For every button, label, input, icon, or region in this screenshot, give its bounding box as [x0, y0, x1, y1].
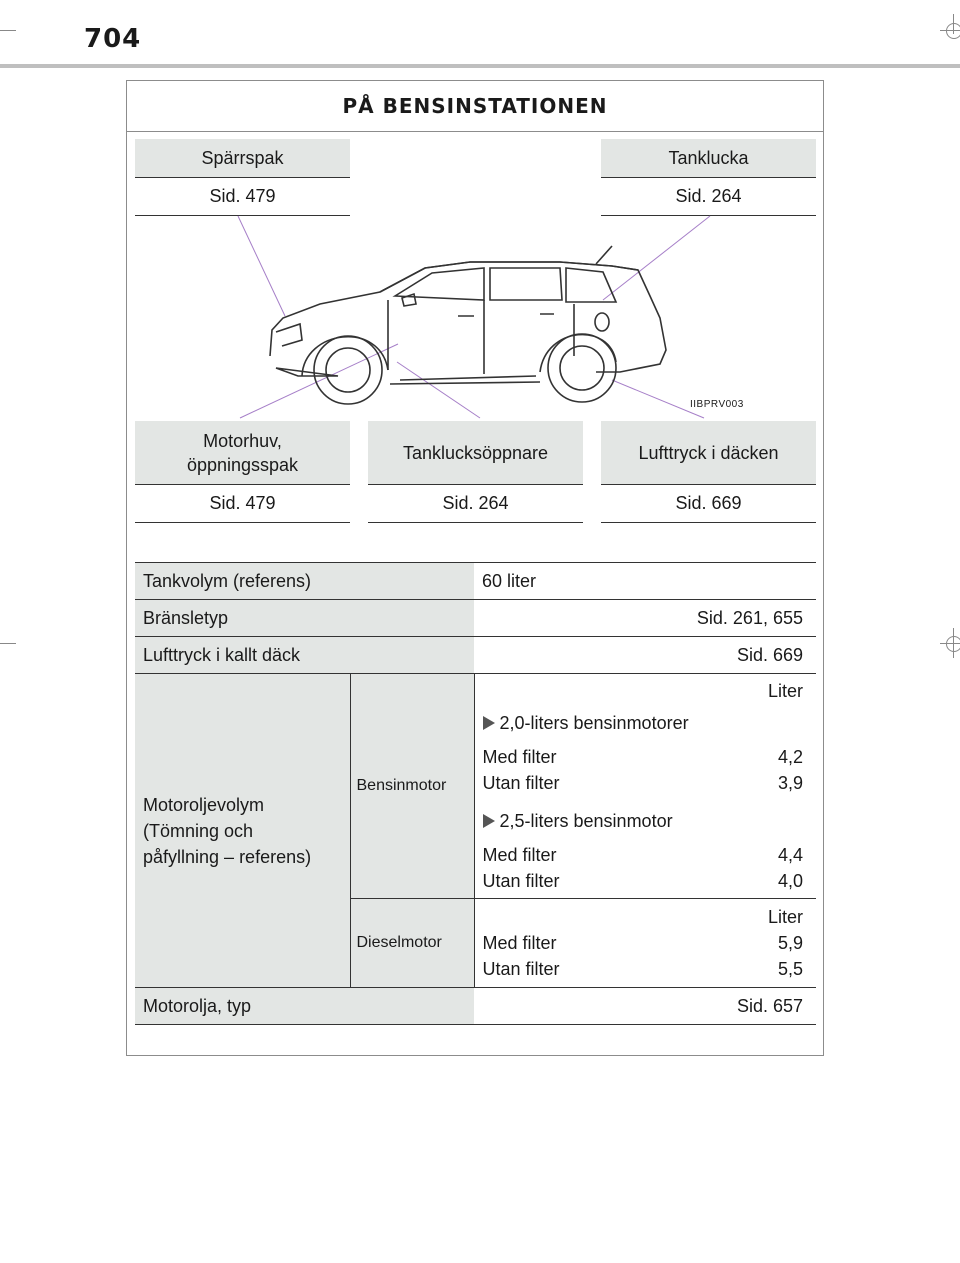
- oil-type-label: Motorolja, typ: [135, 988, 474, 1025]
- tire-label: Lufttryck i kallt däck: [135, 637, 474, 674]
- oil-volume-label-line3: påfyllning – referens): [143, 846, 312, 867]
- oil-line: [483, 930, 804, 956]
- with-filter-label: Med filter: [482, 747, 557, 767]
- label-tire-pressure: Lufttryck i däcken: [601, 421, 816, 485]
- variant-heading: [483, 710, 804, 736]
- diesel-oil-values: [474, 899, 816, 988]
- table-row: [135, 563, 816, 600]
- with-filter-value: 4,4: [777, 845, 803, 865]
- without-filter-value: 4,0: [777, 871, 803, 891]
- ref-hood-lever: Sid. 479: [135, 484, 350, 523]
- with-filter-value: 4,2: [777, 747, 803, 767]
- fuel-value: Sid. 261, 655: [474, 600, 816, 637]
- tire-value: Sid. 669: [474, 637, 816, 674]
- oil-line: [483, 770, 804, 796]
- variant-heading-text: 2,5-liters bensinmotor: [499, 811, 673, 831]
- ref-fuel-door-opener: Sid. 264: [368, 484, 583, 523]
- diesel-unit: Liter: [767, 907, 803, 927]
- figure-code: IIBPRV003: [690, 399, 744, 410]
- oil-line: [483, 744, 804, 770]
- oil-line: [483, 956, 804, 982]
- spec-table: [135, 562, 816, 1025]
- label-fuel-door-opener: Tanklucksöppnare: [368, 421, 583, 485]
- without-filter-label: Utan filter: [482, 959, 560, 979]
- without-filter-value: 3,9: [777, 773, 803, 793]
- oil-volume-label-line2: (Tömning och: [143, 820, 254, 841]
- table-row: [135, 988, 816, 1025]
- oil-line: [483, 868, 804, 894]
- with-filter-value: 5,9: [777, 933, 803, 953]
- label-hood-lever-line2: öppningsspak: [186, 454, 299, 475]
- ref-lock-lever: Sid. 479: [135, 177, 350, 216]
- oil-line: [483, 842, 804, 868]
- table-row: [135, 674, 816, 899]
- without-filter-label: Utan filter: [482, 773, 560, 793]
- petrol-unit: Liter: [767, 681, 803, 701]
- tank-label: Tankvolym (referens): [135, 563, 474, 600]
- table-row: [135, 600, 816, 637]
- petrol-oil-values: [474, 674, 816, 899]
- triangle-bullet-icon: [483, 814, 495, 828]
- ref-fuel-door: Sid. 264: [601, 177, 816, 216]
- oil-type-value: Sid. 657: [474, 988, 816, 1025]
- oil-volume-label-line1: Motoroljevolym: [143, 794, 265, 815]
- with-filter-label: Med filter: [482, 845, 557, 865]
- triangle-bullet-icon: [483, 716, 495, 730]
- with-filter-label: Med filter: [482, 933, 557, 953]
- without-filter-value: 5,5: [777, 959, 803, 979]
- label-hood-lever-line1: Motorhuv,: [203, 430, 282, 451]
- label-hood-lever: [135, 421, 350, 485]
- variant-heading: [483, 808, 804, 834]
- fuel-label: Bränsletyp: [135, 600, 474, 637]
- label-lock-lever: Spärrspak: [135, 139, 350, 178]
- oil-volume-label: [135, 674, 350, 988]
- diesel-engine-label: Dieselmotor: [350, 899, 474, 988]
- leader-lines: [238, 216, 710, 418]
- table-row: [135, 637, 816, 674]
- ref-tire-pressure: Sid. 669: [601, 484, 816, 523]
- section-title: PÅ BENSINSTATIONEN: [127, 81, 823, 132]
- car-outline: [270, 246, 666, 404]
- tank-value: 60 liter: [474, 563, 816, 600]
- petrol-engine-label: Bensinmotor: [350, 674, 474, 899]
- page-number: 704: [84, 24, 142, 54]
- variant-heading-text: 2,0-liters bensinmotorer: [499, 713, 689, 733]
- label-fuel-door: Tanklucka: [601, 139, 816, 178]
- without-filter-label: Utan filter: [482, 871, 560, 891]
